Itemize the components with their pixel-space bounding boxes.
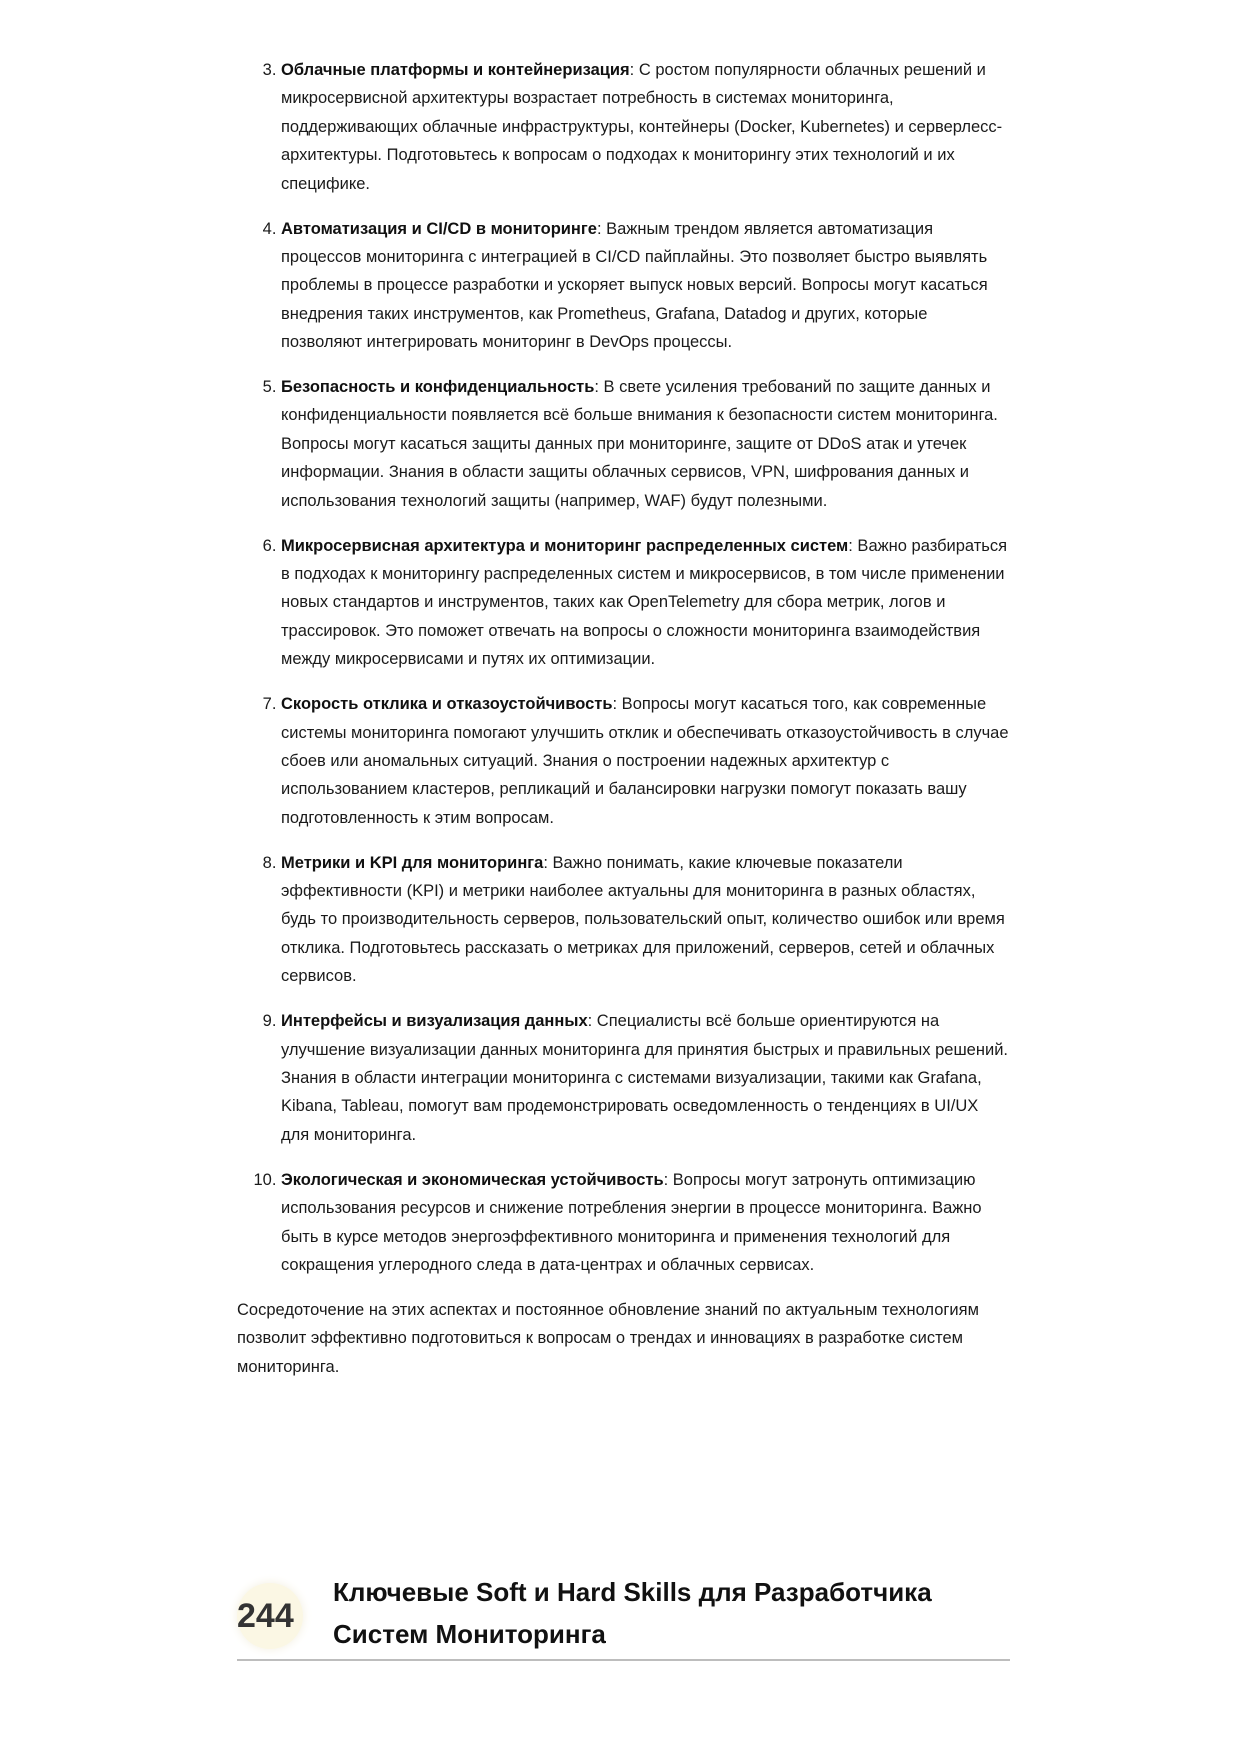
divider bbox=[237, 1659, 1010, 1661]
item-title: Метрики и KPI для мониторинга bbox=[281, 853, 544, 872]
item-text: : Важно понимать, какие ключевые показатели эффективности (KPI) и метрики наиболее актуальны для мониторинга в разных областях, будь то производительность серверов, пользовательский опыт, количество ошибок или время отклика. Подготовьтесь рассказать о метриках для приложений, серверов, сетей и облачных сервисов. bbox=[281, 853, 1005, 986]
list-item bbox=[281, 532, 1010, 674]
page-number: 244 bbox=[237, 1583, 303, 1649]
list-item bbox=[281, 56, 1010, 198]
list-item bbox=[281, 215, 1010, 357]
item-text: : Вопросы могут касаться того, как современные системы мониторинга помогают улучшить отклик и обеспечивать отказоустойчивость в случае сбоев или аномальных ситуаций. Знания о построении надежных архитектур с использованием кластеров, репликаций и балансировки нагрузки помогут показать вашу подготовленность к этим вопросам. bbox=[281, 695, 1009, 827]
list-item bbox=[281, 849, 1010, 991]
item-title: Облачные платформы и контейнеризация bbox=[281, 61, 630, 79]
item-title: Экологическая и экономическая устойчивость bbox=[281, 1170, 664, 1189]
item-text: : В свете усиления требований по защите данных и конфиденциальности появляется всё больше внимания к безопасности систем мониторинга. Вопросы могут касаться защиты данных при мониторинге, защите от DDoS атак и утечек информации. Знания в области защиты облачных сервисов, VPN, шифрования данных и использования технологий защиты (например, WAF) будут полезными. bbox=[281, 378, 998, 510]
conclusion-paragraph: Сосредоточение на этих аспектах и постоянное обновление знаний по актуальным технологиям позволит эффективно подготовиться к вопросам о трендах и инновациях в разработке систем мониторинга. bbox=[237, 1300, 979, 1376]
item-text: : Важно разбираться в подходах к мониторингу распределенных систем и микросервисов, в том числе применении новых стандартов и инструментов, таких как OpenTelemetry для сбора метрик, логов и трассировок. Это поможет отвечать на вопросы о сложности мониторинга взаимодействия между микросервисами и путях их оптимизации. bbox=[281, 536, 1008, 669]
list-item bbox=[281, 690, 1010, 832]
document-body bbox=[237, 56, 1010, 1381]
item-text: : Вопросы могут затронуть оптимизацию использования ресурсов и снижение потребления энергии в процессе мониторинга. Важно быть в курсе методов энергоэффективного мониторинга и применения технологий для сокращения углеродного следа в дата-центрах и облачных сервисах. bbox=[281, 1170, 982, 1274]
list-item bbox=[281, 1166, 1010, 1280]
item-title: Безопасность и конфиденциальность bbox=[281, 378, 595, 397]
list-item bbox=[281, 1007, 1010, 1149]
list-item bbox=[281, 373, 1010, 515]
item-title: Скорость отклика и отказоустойчивость bbox=[281, 695, 613, 714]
item-text: : Важным трендом является автоматизация процессов мониторинга с интеграцией в CI/CD пайплайны. Это позволяет быстро выявлять проблемы в процессе разработки и ускоряет выпуск новых версий. Вопросы могут касаться внедрения таких инструментов, как Prometheus, Grafana, Datadog и других, которые позволяют интегрировать мониторинг в DevOps процессы. bbox=[281, 219, 988, 352]
item-title: Интерфейсы и визуализация данных bbox=[281, 1012, 588, 1031]
item-text: : Специалисты всё больше ориентируются на улучшение визуализации данных мониторинга для принятия быстрых и правильных решений. Знания в области интеграции мониторинга с системами визуализации, такими как Grafana, Kibana, Tableau, помогут вам продемонстрировать осведомленность о тенденциях в UI/UX для мониторинга. bbox=[281, 1012, 1008, 1144]
item-text: : С ростом популярности облачных решений и микросервисной архитектуры возрастает потребность в системах мониторинга, поддерживающих облачные инфраструктуры, контейнеры (Docker, Kubernetes) и серверлесс-архитектуры. Подготовьтесь к вопросам о подходах к мониторингу этих технологий и их специфике. bbox=[281, 61, 1003, 193]
trend-list bbox=[237, 56, 1010, 1279]
item-title: Микросервисная архитектура и мониторинг распределенных систем bbox=[281, 536, 849, 555]
item-title: Автоматизация и CI/CD в мониторинге bbox=[281, 219, 597, 238]
next-section-title: Ключевые Soft и Hard Skills для Разработчика Систем Мониторинга bbox=[333, 1577, 932, 1649]
